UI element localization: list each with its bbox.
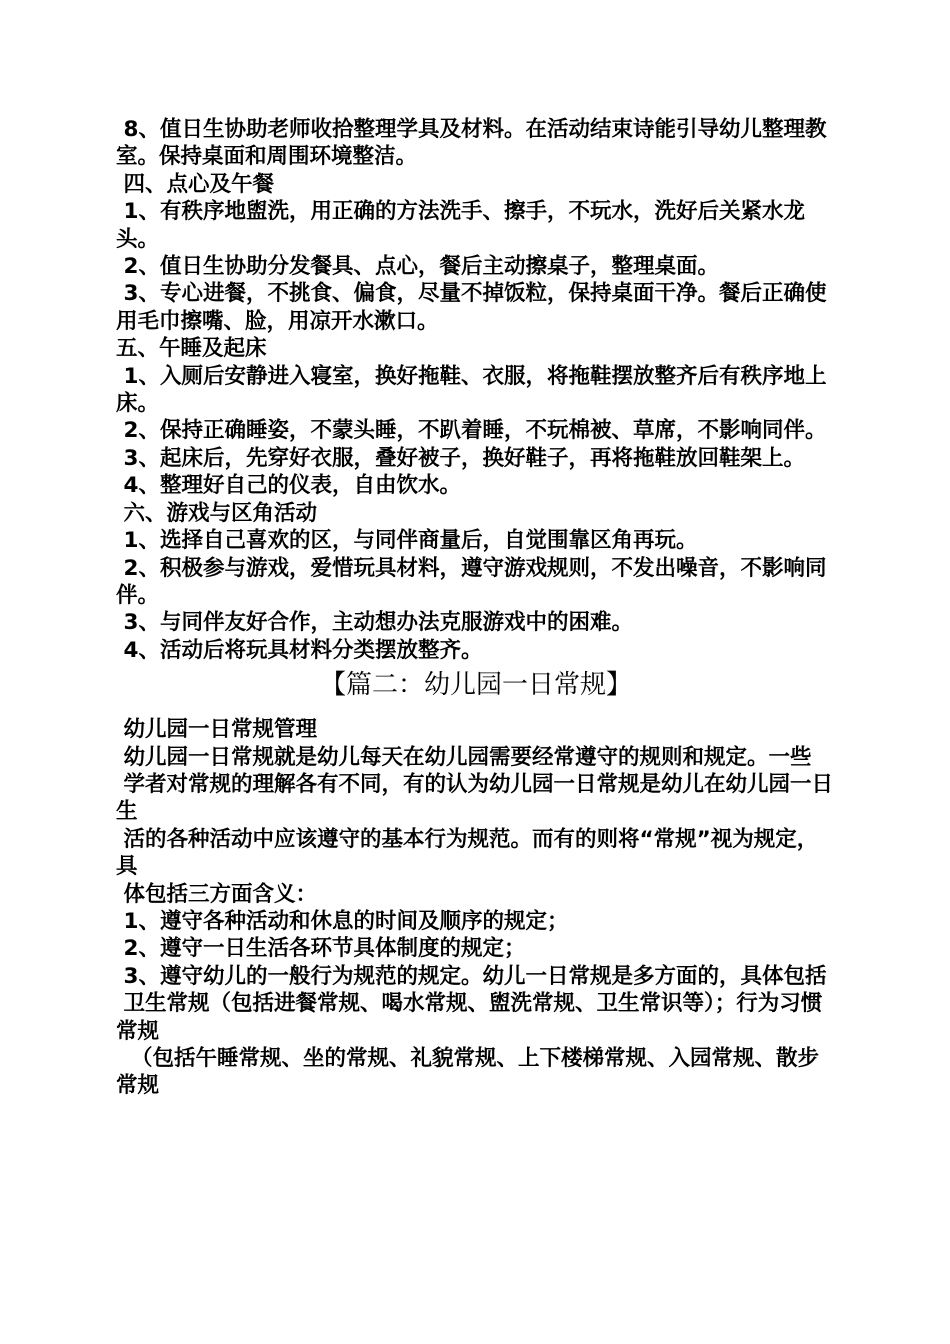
list-item-1: 1、遵守各种活动和休息的时间及顺序的规定； (116, 908, 569, 934)
rule-item-6-4: 4、活动后将玩具材料分类摆放整齐。 (116, 637, 483, 663)
list-item-3: 3、遵守幼儿的一般行为规范的规定。幼儿一日常规是多方面的，具体包括 (116, 963, 827, 989)
rule-item-5-2: 2、保持正确睡姿，不蒙头睡，不趴着睡，不玩棉被、草席，不影响同伴。 (116, 418, 827, 444)
section-heading-nap: 五、午睡及起床 (116, 336, 267, 362)
section-heading-snack-lunch: 四、点心及午餐 (116, 171, 275, 197)
chapter-title: 【篇二：幼儿园一日常规】 (319, 670, 632, 701)
section-heading-games: 六、游戏与区角活动 (116, 500, 318, 526)
rule-item-5-3: 3、起床后，先穿好衣服，叠好被子，换好鞋子，再将拖鞋放回鞋架上。 (116, 445, 805, 471)
rule-item-4-3: 3、专心进餐，不挑食、偏食，尽量不掉饭粒，保持桌面干净。餐后正确使用毛巾擦嘴、脸，用凉开水漱口。 (116, 281, 827, 334)
paragraph-line: 学者对常规的理解各有不同，有的认为幼儿园一日常规是幼儿在幼儿园一日生 (116, 771, 834, 825)
rule-item-4-1: 1、有秩序地盥洗，用正确的方法洗手、擦手，不玩水，洗好后关紧水龙头。 (116, 199, 805, 252)
paragraph-line: 活的各种活动中应该遵守的基本行为规范。而有的则将“常规”视为规定，具 (116, 826, 819, 880)
paragraph-line: 卫生常规（包括进餐常规、喝水常规、盥洗常规、卫生常识等）；行为习惯常规 (116, 991, 823, 1044)
list-item-2: 2、遵守一日生活各环节具体制度的规定； (116, 936, 526, 962)
rule-item-4-2: 2、值日生协助分发餐具、点心，餐后主动擦桌子，整理桌面。 (116, 254, 719, 280)
rule-item-6-1: 1、选择自己喜欢的区，与同伴商量后，自觉围靠区角再玩。 (116, 528, 698, 554)
paragraph-title: 幼儿园一日常规管理 (116, 717, 318, 743)
paragraph-line: （包括午睡常规、坐的常规、礼貌常规、上下楼梯常规、入园常规、散步常规 (116, 1046, 819, 1099)
rule-item-6-2: 2、积极参与游戏，爱惜玩具材料，遵守游戏规则，不发出噪音，不影响同伴。 (116, 555, 827, 608)
rule-item-5-4: 4、整理好自己的仪表，自由饮水。 (116, 473, 461, 499)
paragraph-line: 幼儿园一日常规就是幼儿每天在幼儿园需要经常遵守的规则和规定。一些 (116, 744, 812, 770)
document-body (116, 116, 836, 1100)
paragraph-line: 体包括三方面含义： (116, 881, 318, 907)
rule-item-8: 8、值日生协助老师收拾整理学具及材料。在活动结束诗能引导幼儿整理教室。保持桌面和周围环境整洁。 (116, 117, 827, 170)
rule-item-6-3: 3、与同伴友好合作，主动想办法克服游戏中的困难。 (116, 610, 633, 636)
rule-item-5-1: 1、入厕后安静进入寝室，换好拖鞋、衣服，将拖鞋摆放整齐后有秩序地上床。 (116, 363, 827, 417)
